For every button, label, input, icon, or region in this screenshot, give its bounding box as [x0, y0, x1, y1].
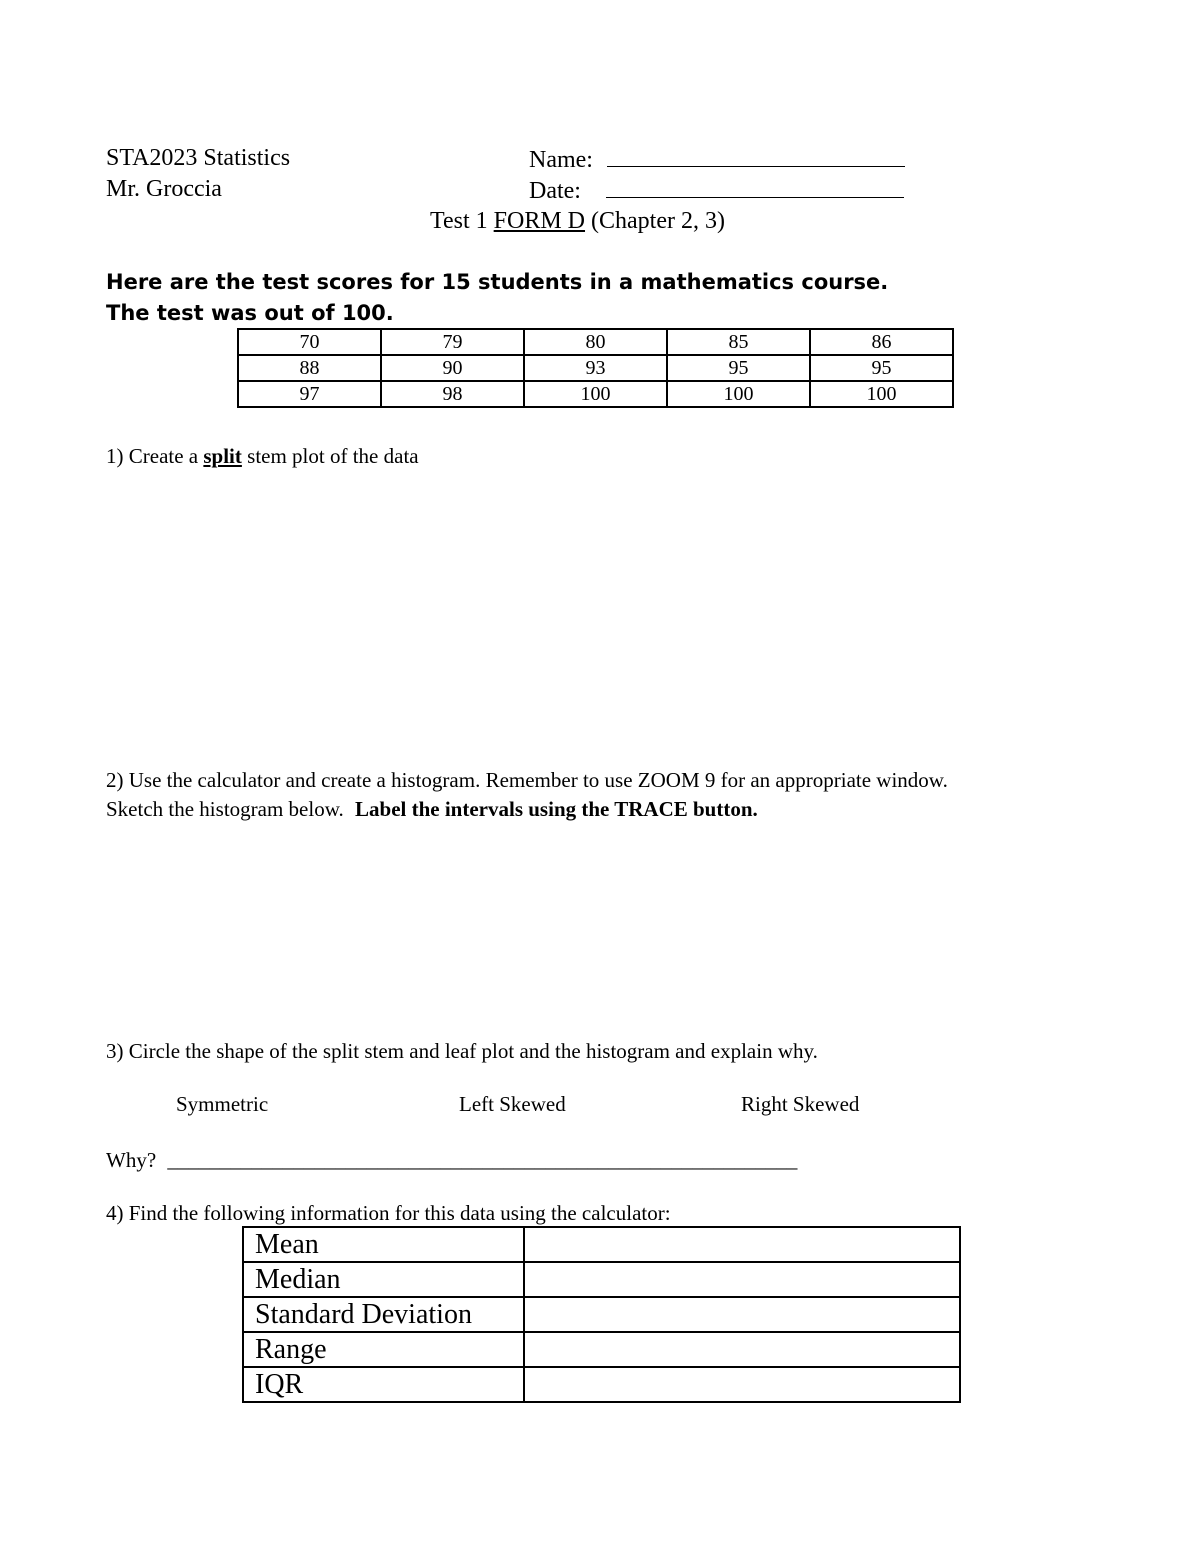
score-cell: 85	[667, 329, 810, 355]
histogram-answer-area[interactable]	[106, 830, 1096, 1025]
score-cell: 88	[238, 355, 381, 381]
question-3: 3) Circle the shape of the split stem and leaf plot and the histogram and explain why.	[106, 1039, 818, 1063]
intro-line-2: The test was out of 100.	[106, 301, 394, 325]
score-cell: 90	[381, 355, 524, 381]
test-title	[430, 207, 725, 235]
score-cell: 79	[381, 329, 524, 355]
stat-value-median[interactable]	[524, 1262, 960, 1297]
stem-plot-answer-area[interactable]	[106, 480, 1096, 750]
question-1-suffix: stem plot of the data	[247, 444, 419, 468]
shape-option-symmetric[interactable]: Symmetric	[176, 1092, 269, 1116]
question-2-line-2	[106, 795, 758, 823]
date-blank[interactable]	[606, 175, 904, 198]
why-blank[interactable]: ____________________________________________________________	[167, 1148, 798, 1172]
stat-label-median: Median	[243, 1262, 524, 1297]
intro-line-1: Here are the test scores for 15 students in a mathematics course.	[106, 270, 889, 294]
table-row	[243, 1227, 960, 1262]
score-cell: 70	[238, 329, 381, 355]
table-row	[243, 1367, 960, 1402]
question-2-instruction: Sketch the histogram below.	[106, 797, 344, 821]
question-1-emphasis: split	[203, 444, 242, 468]
table-row	[238, 355, 953, 381]
shape-option-right-skewed[interactable]: Right Skewed	[741, 1092, 860, 1116]
scores-table	[237, 328, 954, 408]
question-4: 4) Find the following information for this data using the calculator:	[106, 1201, 671, 1225]
score-cell: 95	[667, 355, 810, 381]
course-title: STA2023 Statistics	[106, 145, 291, 171]
table-row	[243, 1297, 960, 1332]
stat-value-iqr[interactable]	[524, 1367, 960, 1402]
table-row	[238, 381, 953, 407]
stat-value-mean[interactable]	[524, 1227, 960, 1262]
why-label: Why?	[106, 1148, 157, 1172]
name-label: Name:	[529, 147, 593, 173]
question-2-line-1: 2) Use the calculator and create a histogram. Remember to use ZOOM 9 for an appropriate window.	[106, 768, 948, 792]
score-cell: 97	[238, 381, 381, 407]
stat-label-mean: Mean	[243, 1227, 524, 1262]
table-row	[243, 1332, 960, 1367]
question-2-bold-instruction: Label the intervals using the TRACE button.	[355, 797, 758, 821]
question-1	[106, 442, 419, 470]
score-cell: 100	[667, 381, 810, 407]
score-cell: 100	[810, 381, 953, 407]
date-label: Date:	[529, 178, 581, 204]
stat-label-iqr: IQR	[243, 1367, 524, 1402]
question-1-prefix: 1) Create a	[106, 444, 199, 468]
stat-label-range: Range	[243, 1332, 524, 1367]
why-line	[106, 1146, 797, 1174]
test-title-prefix: Test 1	[430, 208, 488, 234]
score-cell: 100	[524, 381, 667, 407]
name-blank[interactable]	[607, 144, 905, 167]
statistics-table	[242, 1226, 961, 1403]
score-cell: 93	[524, 355, 667, 381]
score-cell: 86	[810, 329, 953, 355]
table-row	[238, 329, 953, 355]
stat-label-standard-deviation: Standard Deviation	[243, 1297, 524, 1332]
score-cell: 98	[381, 381, 524, 407]
shape-option-left-skewed[interactable]: Left Skewed	[459, 1092, 566, 1116]
teacher-name: Mr. Groccia	[106, 176, 222, 202]
name-field[interactable]	[529, 144, 905, 174]
test-form: FORM D	[493, 208, 586, 234]
stat-value-range[interactable]	[524, 1332, 960, 1367]
date-field[interactable]	[529, 175, 904, 205]
score-cell: 95	[810, 355, 953, 381]
score-cell: 80	[524, 329, 667, 355]
test-title-suffix: (Chapter 2, 3)	[591, 208, 725, 234]
stat-value-standard-deviation[interactable]	[524, 1297, 960, 1332]
table-row	[243, 1262, 960, 1297]
